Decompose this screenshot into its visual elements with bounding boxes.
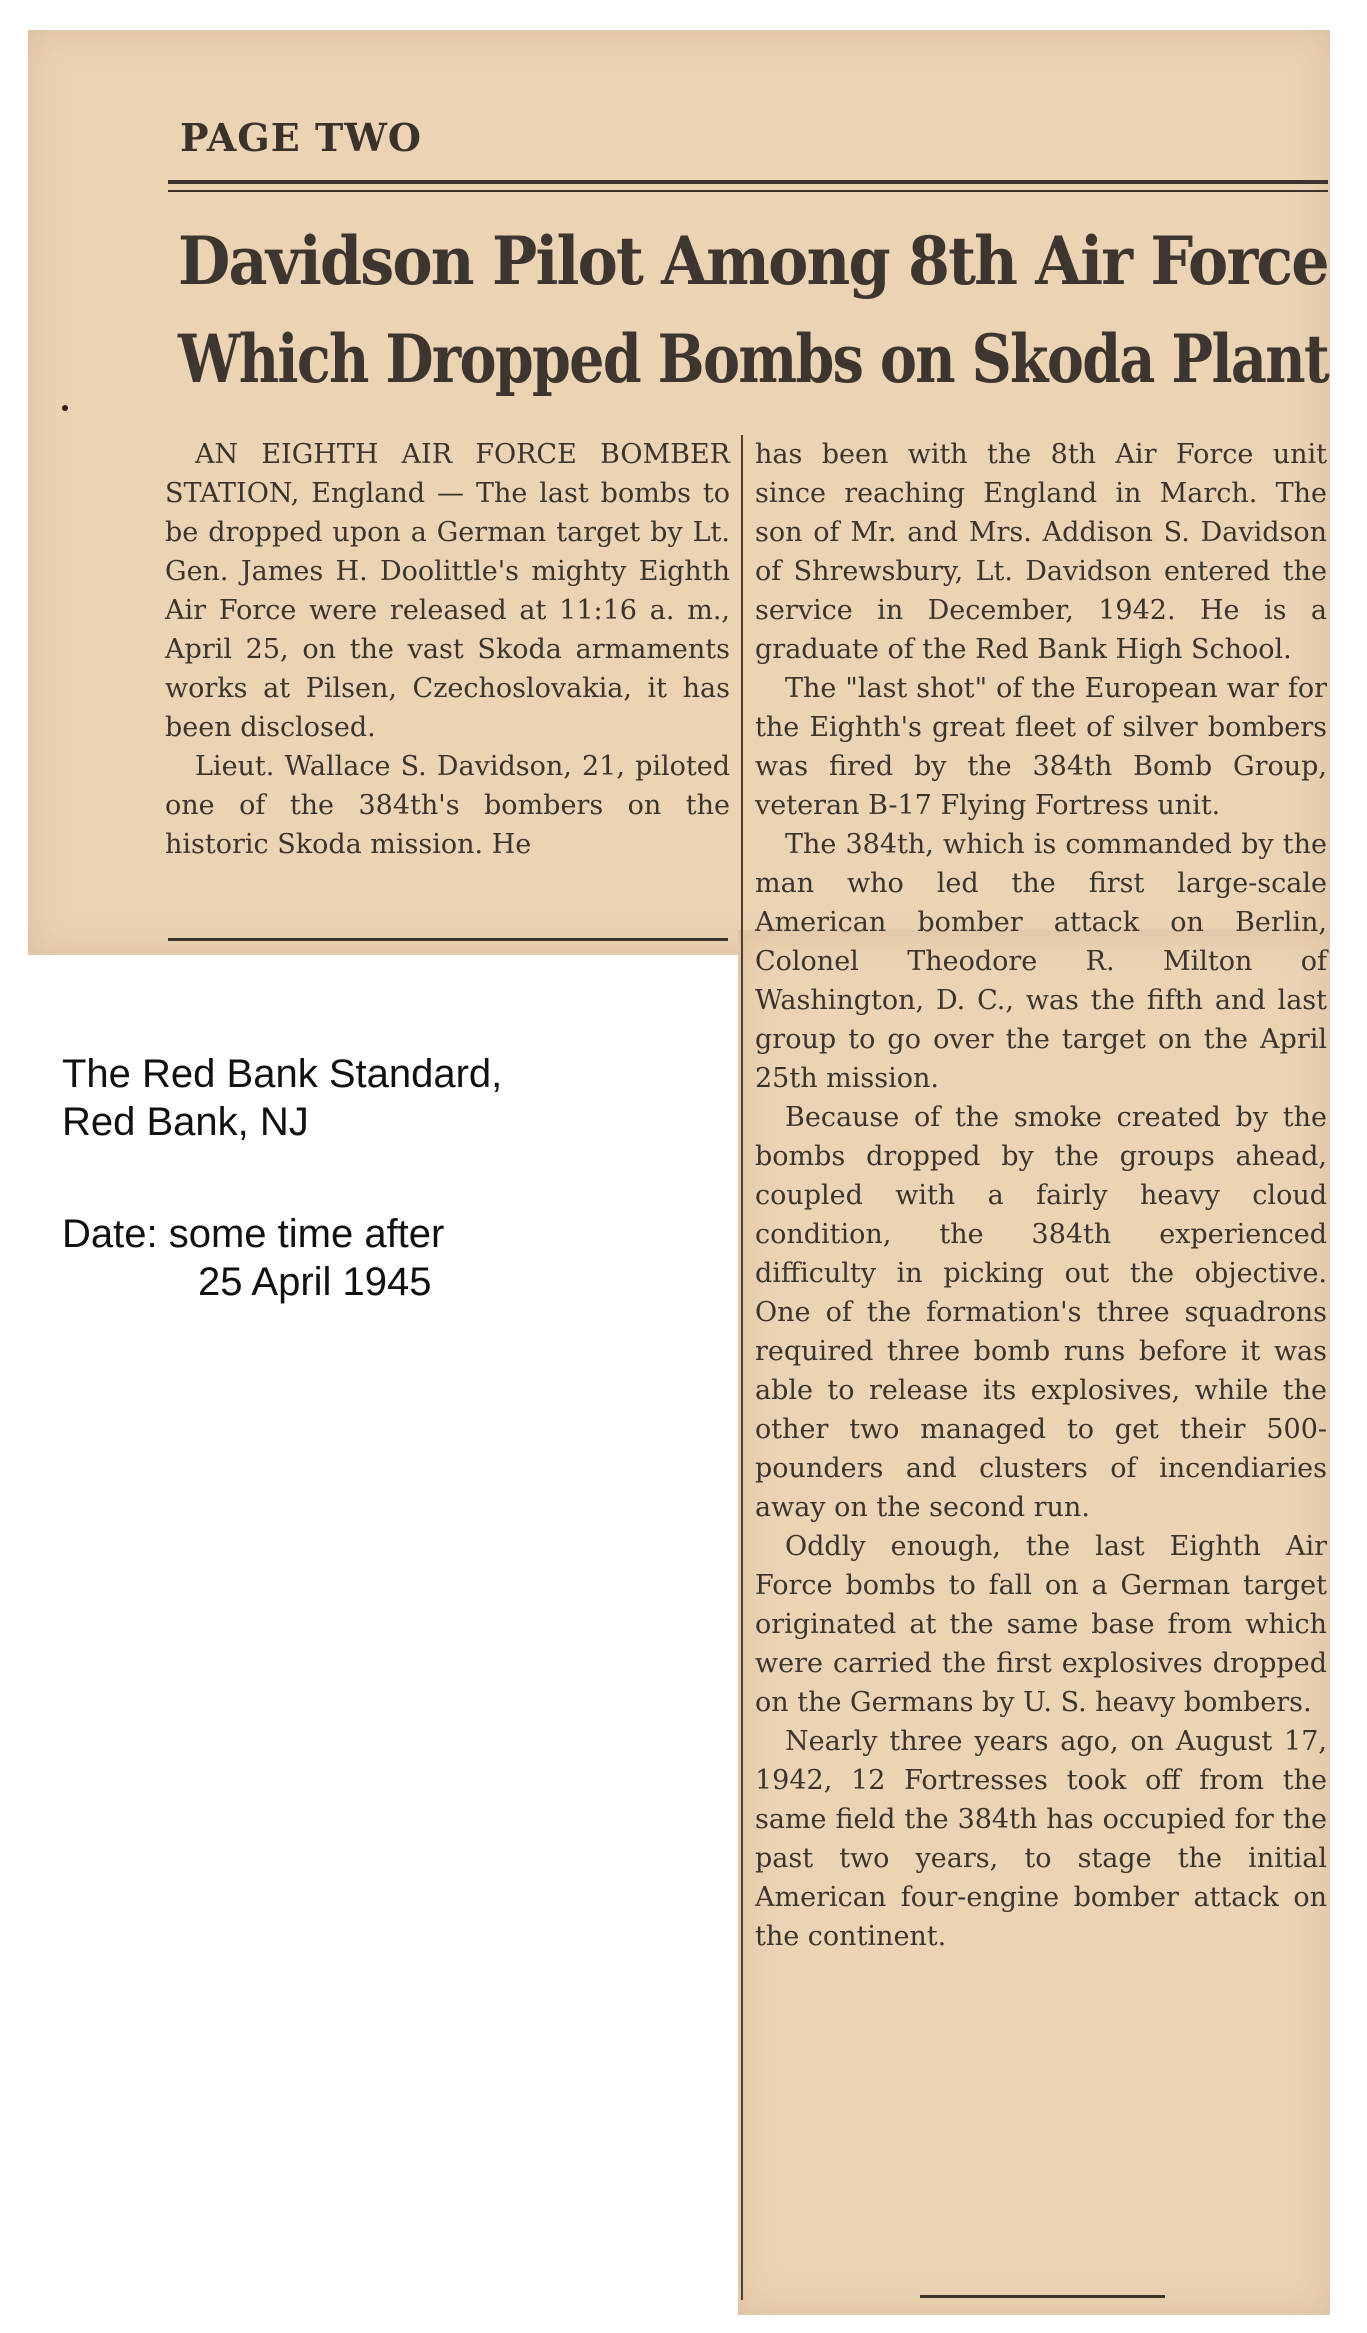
- caption-date-line: Date: some time after: [62, 1212, 445, 1256]
- caption-source-line: The Red Bank Standard,: [62, 1052, 503, 1096]
- column-end-rule-right: [920, 2295, 1165, 2298]
- article-paragraph: has been with the 8th Air Force unit since reaching England in March. The son of Mr. and Mrs. Addison S. Davidson of Shrewsbury, Lt. Davidson entered the service in December, 1942. He is a graduate of the Red Bank High School.: [755, 439, 1327, 665]
- article-column-left: [165, 435, 730, 864]
- caption-location-line: Red Bank, NJ: [62, 1100, 309, 1144]
- article-paragraph: Oddly enough, the last Eighth Air Force bombs to fall on a German target originated at the same base from which were carried the first explosives dropped on the Germans by U. S. heavy bombers.: [755, 1531, 1327, 1718]
- column-end-rule-left: [168, 938, 728, 941]
- article-paragraph: The 384th, which is commanded by the man who led the first large-scale American bomber attack on Berlin, Colonel Theodore R. Milton of Washington, D. C., was the fifth and last group to go over the target on the April 25th mission.: [755, 829, 1327, 1094]
- article-paragraph: The "last shot" of the European war for the Eighth's great fleet of silver bombers was fired by the 384th Bomb Group, veteran B-17 Flying Fortress unit.: [755, 673, 1327, 821]
- column-divider: [741, 435, 743, 2300]
- headline-line-1: Davidson Pilot Among 8th Air Force: [178, 222, 1328, 300]
- article-column-right: [755, 435, 1327, 1956]
- ink-speck: [62, 405, 68, 411]
- article-paragraph: Because of the smoke created by the bombs dropped by the groups ahead, coupled with a fairly heavy cloud condition, the 384th experienced difficulty in picking out the objective. One of the formation's three squadrons required three bomb runs before it was able to release its explosives, while the other two managed to get their 500-pounders and clusters of incendiaries away on the second run.: [755, 1102, 1327, 1523]
- headline-line-2: Which Dropped Bombs on Skoda Plant: [178, 320, 1328, 398]
- page-label: PAGE TWO: [180, 115, 422, 160]
- header-rule-thick: [168, 180, 1328, 184]
- header-rule-thin: [168, 190, 1328, 192]
- caption-date-value: 25 April 1945: [198, 1260, 432, 1304]
- article-paragraph: AN EIGHTH AIR FORCE BOMBER STATION, England — The last bombs to be dropped upon a German target by Lt. Gen. James H. Doolittle's mighty Eighth Air Force were released at 11:16 a. m., April 25, on the vast Skoda armaments works at Pilsen, Czechoslovakia, it has been disclosed.: [165, 439, 730, 743]
- article-paragraph: Lieut. Wallace S. Davidson, 21, piloted one of the 384th's bombers on the historic Skoda mission. He: [165, 751, 730, 860]
- article-paragraph: Nearly three years ago, on August 17, 1942, 12 Fortresses took off from the same field the 384th has occupied for the past two years, to stage the initial American four-engine bomber attack on the continent.: [755, 1726, 1327, 1952]
